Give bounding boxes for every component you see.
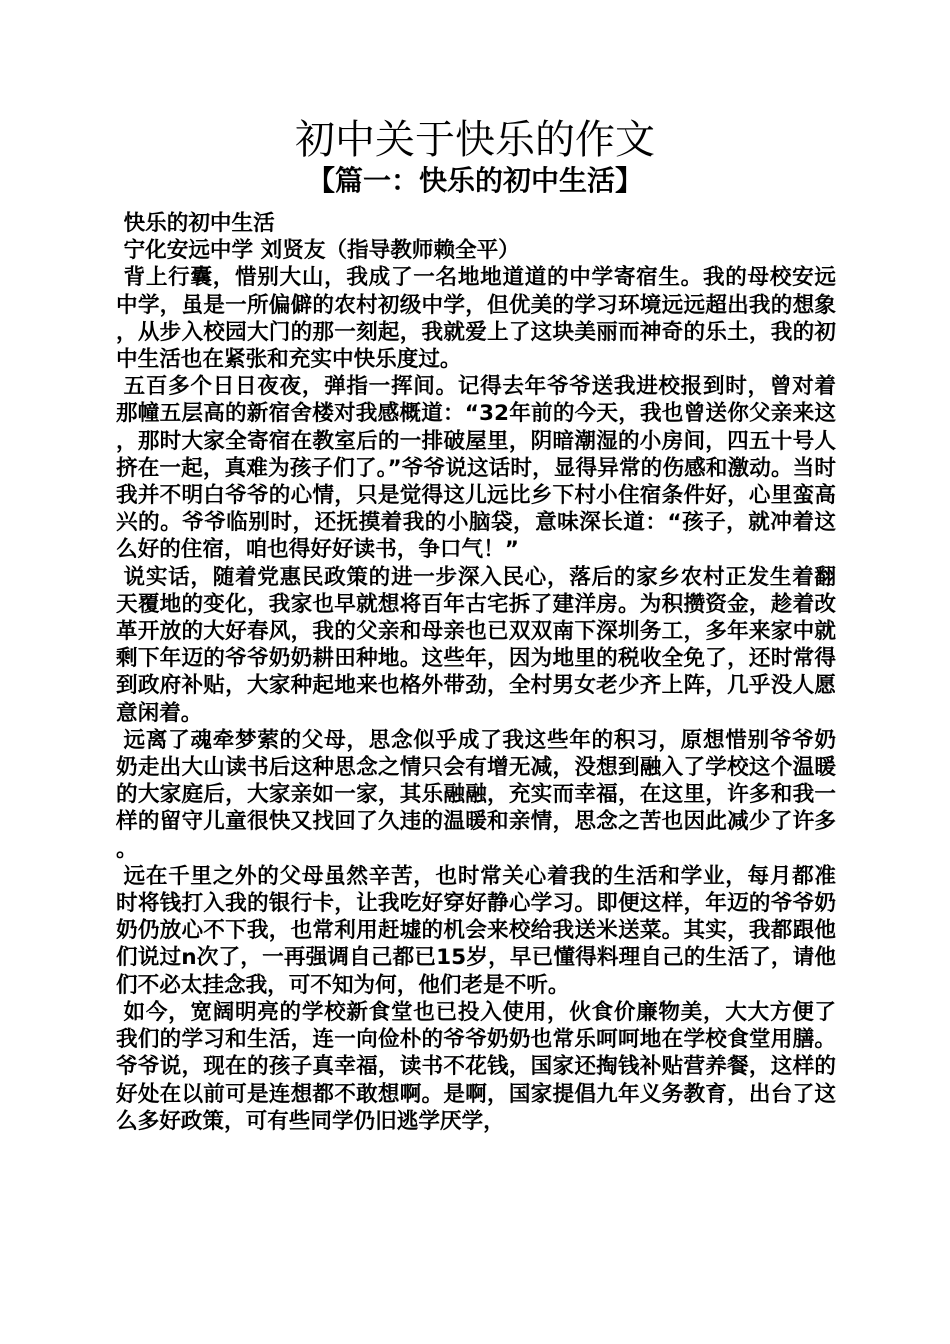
essay-body <box>116 210 836 1135</box>
document-title: 初中关于快乐的作文 <box>295 117 655 163</box>
essay-paragraph-6: 如今，宽阔明亮的学校新食堂也已投入使用，伙食价廉物美，大大方便了我们的学习和生活，连一向俭朴的爷爷奶奶也常乐呵呵地在学校食堂用膳。爷爷说，现在的孩子真幸福，读书不花钱，国家还掏钱补贴营养餐，这样的好处在以前可是连想都不敢想啊。是啊，国家提倡九年义务教育，出台了这么多好政策，可有些同学仍旧逃学厌学， <box>116 999 836 1134</box>
essay-paragraph-4: 远离了魂牵梦萦的父母，思念似乎成了我这些年的积习，原想惜别爷爷奶奶走出大山读书后这种思念之情只会有增无减，没想到融入了学校这个温暖的大家庭后，大家亲如一家，其乐融融，充实而幸福，在这里，许多和我一样的留守儿童很快又找回了久违的温暖和亲情，思念之苦也因此减少了许多。 <box>116 727 836 862</box>
essay-title: 快乐的初中生活 <box>123 211 275 236</box>
essay-paragraph-5: 远在千里之外的父母虽然辛苦，也时常关心着我的生活和学业，每月都准时将钱打入我的银行卡，让我吃好穿好静心学习。即便这样，年迈的爷爷奶奶仍放心不下我，也常利用赶墟的机会来校给我送米送菜。其实，我都跟他们说过n次了，一再强调自己都已15岁，早已懂得料理自己的生活了，请他们不必太挂念我，可不知为何，他们老是不听。 <box>116 863 836 998</box>
document-subtitle: 【篇一：快乐的初中生活】 <box>306 164 643 197</box>
essay-paragraph-1: 背上行囊，惜别大山，我成了一名地地道道的中学寄宿生。我的母校安远中学，虽是一所偏僻的农村初级中学，但优美的学习环境远远超出我的想象，从步入校园大门的那一刻起，我就爱上了这块美丽而神奇的乐土，我的初中生活也在紧张和充实中快乐度过。 <box>116 265 836 373</box>
essay-author-line: 宁化安远中学 刘贤友（指导教师赖全平） <box>123 238 520 264</box>
essay-paragraph-2: 五百多个日日夜夜，弹指一挥间。记得去年爷爷送我进校报到时，曾对着那幢五层高的新宿舍楼对我感概道：“32年前的今天，我也曾送你父亲来这，那时大家全寄宿在教室后的一排破屋里，阴暗潮湿的小房间，四五十号人挤在一起，真难为孩子们了。”爷爷说这话时，显得异常的伤感和激动。当时我并不明白爷爷的心情，只是觉得这儿远比乡下村小住宿条件好，心里蛮高兴的。爷爷临别时，还抚摸着我的小脑袋，意味深长道：“孩子，就冲着这么好的住宿，咱也得好好读书，争口气！” <box>116 374 836 563</box>
essay-paragraph-3: 说实话，随着党惠民政策的进一步深入民心，落后的家乡农村正发生着翻天覆地的变化，我家也早就想将百年古宅拆了建洋房。为积攒资金，趁着改革开放的大好春风，我的父亲和母亲也已双双南下深圳务工，多年来家中就剩下年迈的爷爷奶奶耕田种地。这些年，因为地里的税收全免了，还时常得到政府补贴，大家种起地来也格外带劲，全村男女老少齐上阵，几乎没人愿意闲着。 <box>116 564 836 726</box>
